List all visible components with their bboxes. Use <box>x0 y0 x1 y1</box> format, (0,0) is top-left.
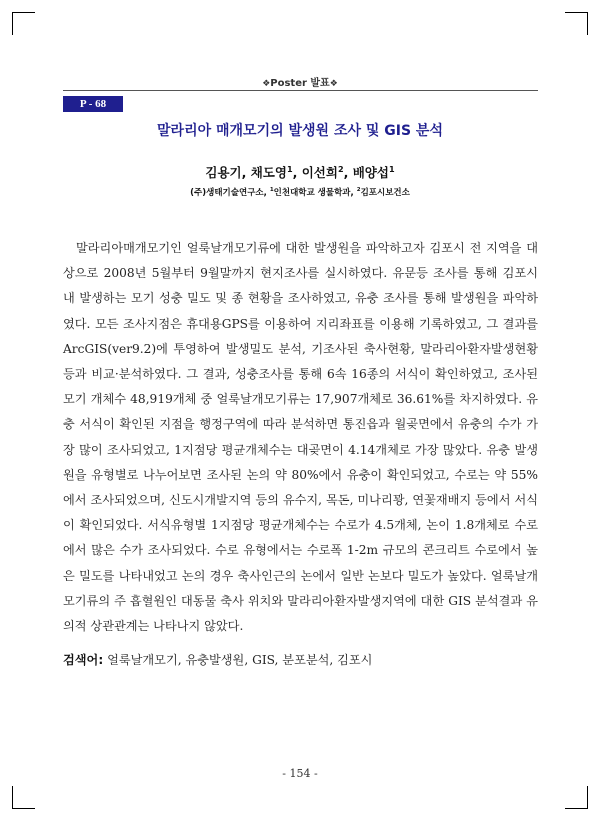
keywords-text: 얼룩날개모기, 유충발생원, GIS, 분포분석, 김포시 <box>103 653 373 667</box>
paper-title: 말라리아 매개모기의 발생원 조사 및 GIS 분석 <box>157 123 443 139</box>
crop-mark-bottom-left <box>12 786 35 809</box>
affiliation-mark: 1 <box>286 163 293 174</box>
keywords-label: 검색어: <box>63 653 104 667</box>
crop-mark-bottom-right <box>565 786 588 809</box>
author: 이선희 <box>301 165 338 180</box>
affiliation-mark: 1 <box>269 187 274 194</box>
affiliation: 김포시보건소 <box>360 188 410 198</box>
diamond-icon: ❖ <box>329 79 338 89</box>
author-list <box>0 163 600 181</box>
author: 채도영 <box>250 165 287 180</box>
author: 배양섭 <box>352 165 389 180</box>
header-rule <box>63 90 538 91</box>
abstract-body <box>63 236 538 639</box>
poster-number-badge: P - 68 <box>63 96 123 112</box>
author-separator: , <box>343 165 353 180</box>
author-separator: , <box>292 165 302 180</box>
affiliation-mark: 1 <box>388 163 395 174</box>
affiliation: 인천대학교 생물학과, <box>273 188 357 198</box>
affiliation: (주)생태기술연구소, <box>190 188 270 198</box>
section-label-text: Poster 발표 <box>270 78 330 89</box>
affiliation-mark: 2 <box>356 187 361 194</box>
keywords <box>63 650 538 670</box>
diamond-icon: ❖ <box>262 79 271 89</box>
affiliation-mark: 2 <box>337 163 344 174</box>
page-number: - 154 - <box>282 767 318 780</box>
affiliation-list <box>0 186 600 198</box>
crop-mark-top-left <box>12 12 35 35</box>
crop-mark-top-right <box>565 12 588 35</box>
author: 김용기, <box>205 165 251 180</box>
abstract-text: 말라리아매개모기인 얼룩날개모기류에 대한 발생원을 파악하고자 김포시 전 지역을 대상으로 2008년 5월부터 9월말까지 현지조사를 실시하였다. 유문등 조사를 통해 김포시 내 발생하는 모기 성충 밀도 및 종 현황을 조사하였고, 유충 조사를 통해 발생원을 파악하였다. 모든 조사지점은 휴대용GPS를 이용하여 지리좌표를 이용해 기록하였고, 그 결과를 ArcGIS(ver9.2)에 투영하여 발생밀도 분석, 기조사된 축사현황, 말라리아환자발생현황등과 비교·분석하였다. 그 결과, 성충조사를 통해 6속 16종의 서식이 확인하였고, 조사된 모기 개체수 48,919개체 중 얼룩날개모기류는 17,907개체로 36.61%를 차지하였다. 유충 서식이 확인된 지점을 행정구역에 따라 분석하면 통진읍과 월곶면에서 유충의 수가 가장 많이 조사되었고, 1지점당 평균개체수는 대곶면이 4.14개체로 가장 많았다. 유충 발생원을 유형별로 나누어보면 조사된 논의 약 80%에서 유충이 확인되었고, 수로는 약 55%에서 조사되었으며, 신도시개발지역 등의 유수지, 목돈, 미나리꽝, 연꽃재배지 등에서 서식이 확인되었다. 서식유형별 1지점당 평균개체수는 수로가 4.5개체, 논이 1.8개체로 수로에서 많은 수가 조사되었다. 수로 유형에서는 수로폭 1-2m 규모의 콘크리트 수로에서 높은 밀도를 나타내었고 논의 경우 축사인근의 논에서 일반 논보다 밀도가 높았다. 얼룩날개모기류의 주 흡혈원인 대동물 축사 위치와 말라리아환자발생지역에 대한 GIS 분석결과 유의적 상관관계는 나타나지 않았다. <box>63 241 538 634</box>
section-label <box>0 74 600 89</box>
